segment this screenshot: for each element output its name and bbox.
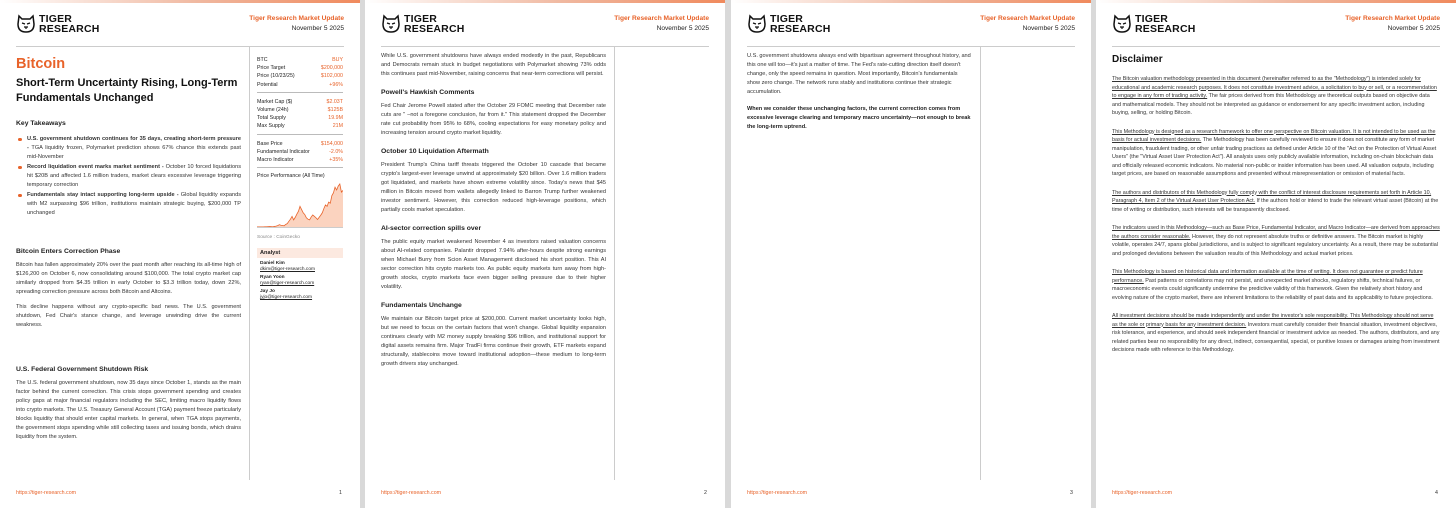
header-divider — [1112, 46, 1440, 47]
tiger-research-logo — [16, 14, 100, 34]
kv-row — [257, 114, 343, 122]
takeaway-item — [16, 135, 241, 162]
conclusion-paragraph: When we consider these unchanging factors, the current correction comes from excessive leverage clearing and temporary macro uncertainty—not enough to break the long-term uptrend. — [747, 106, 971, 130]
disclaimer-paragraph — [1112, 268, 1440, 302]
valuation-group — [257, 140, 343, 169]
takeaway-text: TGA liquidity frozen, Polymarket prediction shows 67% chance this extends past mid-November — [27, 145, 241, 160]
takeaway-item — [16, 191, 241, 218]
header-title: Tiger Research Market Update — [1345, 15, 1440, 22]
logo-text-research: RESEARCH — [1135, 23, 1196, 35]
disclaimer-paragraph — [1112, 312, 1440, 355]
page-number: 4 — [1435, 490, 1438, 496]
disclaimer-text: Investors must carefully consider their financial situation, investment objectives, risk tolerance, and experience, and should seek independent financial or investment advice as needed. The authors, distributors, and any related parties bear no responsibility for any direct, indirect, consequential, special, or punitive losses or damages arising from investment decisions made with reference to this Methodology. — [1112, 321, 1440, 353]
analyst-heading: Analyst — [257, 248, 343, 258]
tiger-head-icon — [1112, 14, 1132, 34]
logo-text-tiger: TIGER — [770, 13, 804, 25]
footer-url[interactable]: https://tiger-research.com — [381, 490, 442, 496]
key-takeaways-heading: Key Takeaways — [16, 120, 66, 127]
section-heading: U.S. Federal Government Shutdown Risk — [16, 366, 149, 373]
report-title: Short-Term Uncertainty Rising, Long-Term Fundamentals Unchanged — [16, 77, 238, 104]
tiger-head-icon — [16, 14, 36, 34]
kv-row — [257, 106, 343, 114]
kv-row — [257, 122, 343, 130]
kv-value: $2.03T — [326, 98, 343, 105]
rating-group — [257, 56, 343, 93]
kv-value: 21M — [332, 123, 343, 130]
kv-value: +96% — [329, 81, 343, 88]
takeaway-text: Global liquidity expands with M2 surpassing $96 trillion, institutions maintain strategic buying, $200,000 TP unchanged — [27, 192, 241, 216]
page-top-gradient — [1096, 0, 1456, 3]
page-top-gradient — [731, 0, 1091, 3]
analyst-email[interactable]: dkim@tiger-research.com — [260, 267, 315, 273]
summary-sidebar — [257, 56, 343, 303]
footer-url[interactable]: https://tiger-research.com — [747, 490, 808, 496]
section-heading: AI-sector correction spills over — [381, 225, 482, 232]
kv-key: Fundamental Indicator — [257, 148, 310, 155]
takeaway-bold: U.S. government shutdown continues for 35 days, creating short-term pressure - — [27, 136, 241, 151]
disclaimer-emphasis: This Methodology is based on historical data and information available at the time of writing. It does not guarantee or predict future performance. — [1112, 269, 1423, 284]
report-page-1 — [0, 0, 360, 508]
disclaimer-emphasis: The authors and distributors of this Methodology fully comply with the conflict of interest disclosure requirements set forth in Article 10, Paragraph 4, Item 2 of the Virtual Asset User Protection Act. — [1112, 189, 1432, 204]
price-performance-chart — [257, 182, 343, 228]
kv-row — [257, 148, 343, 156]
takeaway-item — [16, 163, 241, 190]
kv-key: Base Price — [257, 140, 283, 147]
header-date: November 5 2025 — [1387, 24, 1440, 32]
chart-title: Price Performance (All Time) — [257, 173, 325, 180]
takeaway-bold: Record liquidation event marks market sentiment - — [27, 164, 164, 170]
kv-value: +35% — [329, 157, 343, 164]
disclaimer-emphasis: All investment decisions should be made independently and under the investor's sole responsibility. This Methodology should not serve as the sole or primary basis for any investment decision. — [1112, 313, 1434, 328]
article-column — [381, 52, 606, 369]
kv-key: Total Supply — [257, 115, 286, 122]
disclaimer-emphasis: The indicators used in this Methodology—such as Base Price, Fundamental Indicator, and Macro Indicator—are derived from approaches the authors consider reasonable. — [1112, 225, 1440, 240]
logo-text-research: RESEARCH — [404, 23, 465, 35]
report-page-3 — [731, 0, 1091, 508]
disclaimer-emphasis: This Methodology is designed as a research framework to offer one perspective on Bitcoin valuation. It is not intended to be used as the basis for actual investment decisions. — [1112, 128, 1436, 143]
page-header — [1345, 14, 1440, 33]
disclaimer-emphasis: The Bitcoin valuation methodology presented in this document (hereinafter referred to as the "Methodology") is intended solely for educational and academic research purposes. It does not constitute investment advice, a solicitation to buy or sell, or a recommendation to engage in any form of trading activity. — [1112, 76, 1437, 99]
paragraph: The U.S. federal government shutdown, now 35 days since October 1, stands as the main factor behind the current correction. This crisis stops government spending and creates policy gaps at major financial regulators including the SEC, limiting macro liquidity flows into crypto markets. The U.S. Treasury General Account (TGA) payment freeze particularly blocks liquidity that should enter capital markets. In general, when TGA stops payments, the government stops spending while still collecting taxes and issuing bonds, which drains liquidity from the system. — [16, 380, 241, 440]
kv-row — [257, 72, 343, 80]
tiger-head-icon — [747, 14, 767, 34]
kv-row — [257, 81, 343, 89]
takeaway-text: October 10 forced liquidations hit $20B and affected 1.6 million traders, market clears excessive leverage triggering temporary correction — [27, 164, 241, 188]
report-page-4 — [1096, 0, 1456, 508]
paragraph: Fed Chair Jerome Powell stated after the October 29 FOMC meeting that December rate cuts are " –not a foregone conclusion, far from it." This statement dropped the December rate cut probability from 95% to 68%, cooling expectations for easy monetary policy and increasing tension around crypto market liquidity. — [381, 103, 606, 136]
kv-value: $154,000 — [320, 140, 343, 147]
disclaimer-section — [1112, 54, 1440, 355]
analyst-name: Ryan Yoon — [260, 275, 285, 281]
market-group — [257, 98, 343, 135]
analyst-name: Jay Jo — [260, 289, 275, 295]
takeaway-bold: Fundamentals stay intact supporting long-term upside - — [27, 192, 179, 198]
page-number: 1 — [339, 490, 342, 496]
paragraph: We maintain our Bitcoin target price at $200,000. Current market uncertainty looks high, but we need to focus on the certain factors that won't change. Global liquidity expansion continues clearly with M2 money supply breaking $96 trillion, and institutional support for digital assets remains firm. Major TradFi firms continue their growth, ETF markets expand structurally, stablecoins move toward institutional adoption—these medium to long-term growth drivers stay unchanged. — [381, 316, 606, 367]
kv-value: $125B — [327, 107, 343, 114]
section-heading: October 10 Liquidation Aftermath — [381, 148, 489, 155]
paragraph: While U.S. government shutdowns have always ended modestly in the past, Republicans and Democrats remain stuck in budget negotiations with Polymarket showing 73% odds this continues past mid-November, raising concerns that near-term corrections will persist. — [381, 53, 606, 77]
key-takeaways — [16, 120, 241, 219]
analyst-list — [257, 261, 343, 301]
disclaimer-text: The Methodology has been carefully reviewed to ensure it does not constitute any form of market manipulation, fraudulent trading, or other unfair trading practices as defined under Article 10 of the "Act on the Protection of Virtual Asset Users" (the "Virtual Asset User Protection Act"). All analysis uses only publicly available information, including on-chain blockchain data and officially released economic indicators. No material non-public or insider information has been used. All valuation outputs, including target prices, are based on reasonable assumptions and presented without misrepresentation or omission of material facts. — [1112, 137, 1437, 177]
logo-text-tiger: TIGER — [1135, 13, 1169, 25]
page-top-gradient — [0, 0, 360, 3]
disclaimer-text: Past patterns or correlations may not persist, and unexpected market shocks, regulatory shifts, technical failures, or macroeconomic events could significantly undermine the predictive validity of this framework. Given the relatively short history and evolving nature of the crypto market, there are inherent limitations to the reliability of past data and its applicability to future projections. — [1112, 277, 1433, 301]
analyst-name: Daniel Kim — [260, 261, 285, 267]
header-divider — [747, 46, 1075, 47]
page-top-gradient — [365, 0, 725, 3]
header-title: Tiger Research Market Update — [980, 15, 1075, 22]
kv-value: -2.0% — [329, 148, 343, 155]
header-divider — [16, 46, 344, 47]
column-divider — [249, 46, 250, 480]
footer-url[interactable]: https://tiger-research.com — [16, 490, 77, 496]
footer-url[interactable]: https://tiger-research.com — [1112, 490, 1173, 496]
column-divider — [614, 46, 615, 480]
page-header — [249, 14, 344, 33]
report-page-2 — [365, 0, 725, 508]
kv-row — [257, 56, 343, 64]
kv-value: BUY — [332, 57, 343, 63]
paragraph: The public equity market weakened November 4 as investors raised valuation concerns about AI-related companies. Palantir dropped 7.94% after-hours despite strong earnings when Michael Burry from Scion Asset Management disclosed his short position. This AI sector correction hits crypto markets too. As public equity markets turn away from high-growth stocks, crypto markets face even bigger selling pressure due to their higher volatility. — [381, 239, 606, 290]
kv-row — [257, 140, 343, 148]
paragraph: President Trump's China tariff threats triggered the October 10 cascade that became crypto's largest-ever leverage unwind at approximately $20 billion. Over 1.6 million traders got liquidated, and markets have shown extreme volatility since. Today's news that $45 million in Bitcoin moved from wallets allegedly linked to Barron Trump further weakened investor sentiment. However, this correction reduced high-leverage positions, which partially cools market speculation. — [381, 162, 606, 213]
paragraph: Bitcoin has fallen approximately 20% over the past month after reaching its all-time high of $126,200 on October 6, now consolidating around $100,000. The total crypto market cap similarly dropped from $4.35 trillion in early October to $3.3 trillion today, down 22%, spreading correction pressure across both Bitcoin and Altcoins. — [16, 262, 241, 295]
analyst-email[interactable]: ryan@tiger-research.com — [260, 281, 315, 287]
disclaimer-text: If the authors hold or intend to trade the relevant virtual asset (Bitcoin) at the time of writing or distribution, such interests will be transparently disclosed. — [1112, 198, 1439, 213]
logo-text-tiger: TIGER — [404, 13, 438, 25]
kv-key: Volume (24h) — [257, 107, 289, 114]
kv-key: BTC — [257, 57, 268, 63]
asset-name: Bitcoin — [16, 56, 66, 72]
page-header — [980, 14, 1075, 33]
chart-source: Source : CoinGecko — [257, 235, 300, 241]
kv-key: Potential — [257, 81, 278, 88]
section-shutdown-risk — [16, 366, 241, 442]
tiger-research-logo — [1112, 14, 1196, 34]
logo-text-tiger: TIGER — [39, 13, 73, 25]
kv-value: 19.9M — [328, 115, 343, 122]
tiger-research-logo — [747, 14, 831, 34]
header-date: November 5 2025 — [291, 24, 344, 32]
disclaimer-paragraph — [1112, 128, 1440, 179]
kv-value: $102,000 — [320, 73, 343, 80]
kv-key: Price (10/23/25) — [257, 73, 295, 80]
disclaimer-paragraph — [1112, 189, 1440, 215]
tiger-research-logo — [381, 14, 465, 34]
kv-key: Max Supply — [257, 123, 285, 130]
page-number: 3 — [1070, 490, 1073, 496]
kv-key: Macro Indicator — [257, 157, 294, 164]
kv-row — [257, 64, 343, 72]
disclaimer-text: The fair prices derived from this Methodology are theoretical outputs based on objective data and mathematical models. They should not be interpreted as guidance or endorsement for any specific investment action, including buying, selling, or holding Bitcoin. — [1112, 93, 1430, 116]
disclaimer-paragraph — [1112, 75, 1440, 118]
column-divider — [980, 46, 981, 480]
page-number: 2 — [704, 490, 707, 496]
disclaimer-paragraph — [1112, 224, 1440, 258]
section-heading: Fundamentals Unchange — [381, 302, 462, 309]
header-title: Tiger Research Market Update — [249, 15, 344, 22]
logo-text-research: RESEARCH — [770, 23, 831, 35]
section-heading: Powell's Hawkish Comments — [381, 89, 475, 96]
section-correction-phase — [16, 248, 241, 330]
disclaimer-text: However, they do not represent absolute truths or definitive answers. The Bitcoin market is highly volatile, operates 24/7, spans global jurisdictions, and is subject to significant regulatory uncertainty. As a result, there may be substantial and prolonged deviations between the valuation results of this Methodology and actual market prices. — [1112, 233, 1438, 257]
section-heading: Bitcoin Enters Correction Phase — [16, 248, 121, 255]
kv-row — [257, 156, 343, 164]
article-column — [747, 52, 972, 132]
page-header — [614, 14, 709, 33]
header-divider — [381, 46, 709, 47]
kv-key: Market Cap ($) — [257, 98, 293, 105]
header-date: November 5 2025 — [656, 24, 709, 32]
analyst-email[interactable]: jyjo@tiger-research.com — [260, 295, 313, 301]
kv-key: Price Target — [257, 65, 286, 72]
tiger-head-icon — [381, 14, 401, 34]
kv-row — [257, 98, 343, 106]
paragraph: U.S. government shutdowns always end with bipartisan agreement throughout history, and this one will too—it's just a matter of time. The Fed's rate-cutting direction itself doesn't change, only the speed remains in question. Most importantly, Bitcoin's fundamentals show zero change. The network runs stably and institutions continue their strategic accumulation. — [747, 53, 971, 95]
paragraph: This decline happens without any crypto-specific bad news. The U.S. government shutdown, Fed Chair's stance change, and leverage unwinding drive the current weakness. — [16, 304, 241, 328]
header-title: Tiger Research Market Update — [614, 15, 709, 22]
header-date: November 5 2025 — [1022, 24, 1075, 32]
disclaimer-heading: Disclaimer — [1112, 54, 1163, 65]
logo-text-research: RESEARCH — [39, 23, 100, 35]
kv-value: $200,000 — [320, 65, 343, 72]
